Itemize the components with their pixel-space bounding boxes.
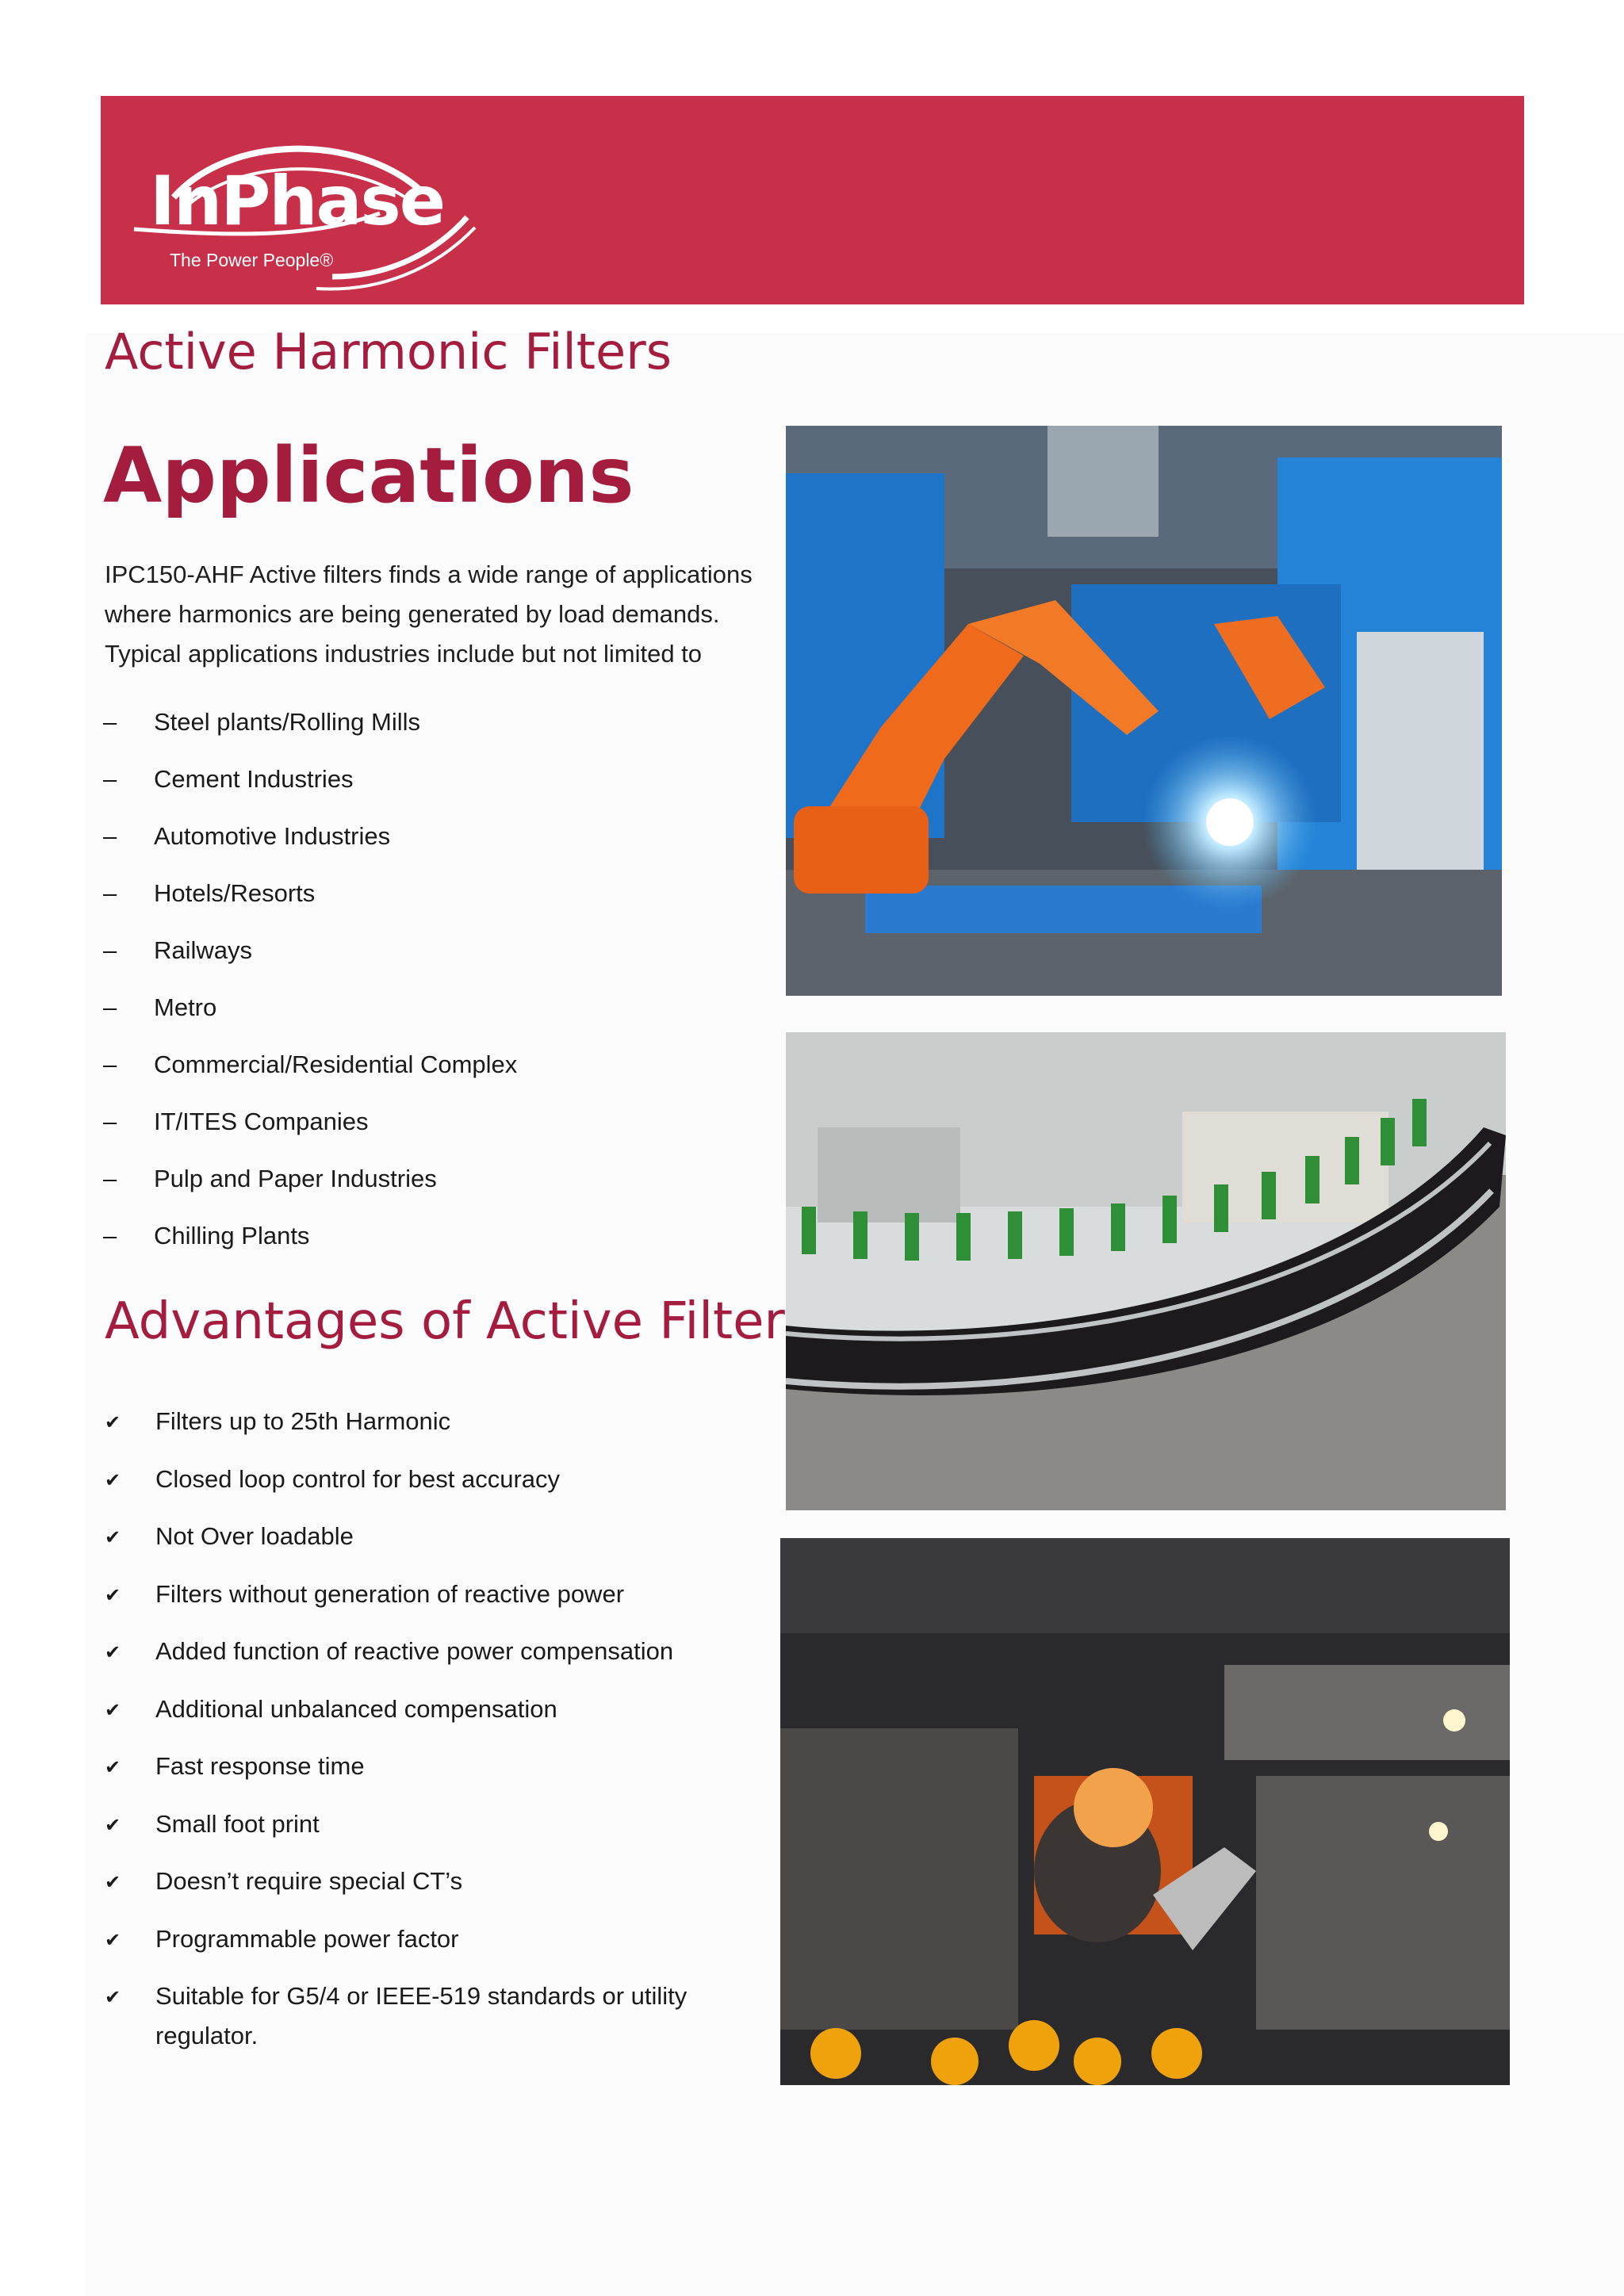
check-icon: ✔	[105, 1757, 121, 1778]
list-item	[105, 1517, 787, 1558]
application-label: Cement Industries	[154, 765, 354, 793]
check-icon: ✔	[105, 1699, 121, 1721]
advantage-label: Additional unbalanced compensation	[155, 1694, 557, 1723]
application-label: Steel plants/Rolling Mills	[154, 708, 420, 736]
advantages-heading: Advantages of Active Filter	[105, 1292, 785, 1351]
applications-intro: IPC150-AHF Active filters finds a wide range of applications where harmonics are being generated by load demands. Typical applications industries include but not limited to	[105, 561, 753, 668]
application-label: Metro	[154, 993, 217, 1021]
advantage-label: Closed loop control for best accuracy	[155, 1464, 561, 1493]
check-icon: ✔	[105, 1814, 121, 1836]
list-item	[105, 1575, 787, 1616]
dash-bullet: –	[103, 708, 117, 736]
advantage-label: Programmable power factor	[155, 1924, 459, 1953]
list-item	[103, 1102, 753, 1159]
check-icon: ✔	[105, 1412, 121, 1433]
advantage-label: Fast response time	[155, 1752, 365, 1780]
list-item	[105, 1402, 787, 1443]
list-item	[103, 817, 753, 874]
logo-wordmark: InPhase	[150, 162, 445, 241]
applications-heading: Applications	[103, 431, 634, 520]
logo-tagline: The Power People®	[170, 250, 334, 270]
steel-mill-photo	[780, 1538, 1510, 2085]
robotic-welding-photo	[786, 426, 1502, 996]
application-label: Commercial/Residential Complex	[154, 1050, 518, 1078]
list-item	[103, 1045, 753, 1102]
application-label: Pulp and Paper Industries	[154, 1165, 437, 1192]
advantage-label: Doesn’t require special CT’s	[155, 1867, 463, 1895]
bottling-line-photo	[786, 1032, 1506, 1510]
list-item	[105, 1862, 787, 1903]
dash-bullet: –	[103, 1050, 117, 1078]
list-item	[105, 1804, 787, 1846]
application-label: Chilling Plants	[154, 1222, 310, 1249]
application-label: Hotels/Resorts	[154, 879, 316, 907]
dash-bullet: –	[103, 1108, 117, 1135]
list-item	[103, 702, 753, 760]
dash-bullet: –	[103, 936, 117, 964]
advantage-label: Not Over loadable	[155, 1522, 354, 1550]
advantage-label: Added function of reactive power compensation	[155, 1637, 674, 1665]
application-label: Automotive Industries	[154, 822, 391, 850]
check-icon: ✔	[105, 1642, 121, 1663]
application-label: IT/ITES Companies	[154, 1108, 369, 1135]
check-icon: ✔	[105, 1584, 121, 1606]
check-icon: ✔	[105, 1527, 121, 1548]
application-label: Railways	[154, 936, 253, 964]
advantage-label: Filters up to 25th Harmonic	[155, 1407, 451, 1435]
list-item	[103, 1159, 753, 1216]
list-item	[105, 1976, 787, 2056]
list-item	[103, 931, 753, 988]
advantages-list	[105, 1402, 787, 2072]
dash-bullet: –	[103, 993, 117, 1021]
advantage-label: Filters without generation of reactive power	[155, 1579, 625, 1608]
list-item	[105, 1460, 787, 1501]
dash-bullet: –	[103, 765, 117, 793]
list-item	[105, 1689, 787, 1731]
product-title: Active Harmonic Filters	[105, 323, 672, 381]
check-icon: ✔	[105, 1929, 121, 1951]
check-icon: ✔	[105, 1469, 121, 1491]
advantage-label: Suitable for G5/4 or IEEE-519 standards or utility regulator.	[155, 1982, 688, 2049]
check-icon: ✔	[105, 1987, 121, 2008]
check-icon: ✔	[105, 1872, 121, 1893]
applications-list	[103, 702, 753, 1273]
list-item	[103, 1216, 753, 1273]
dash-bullet: –	[103, 822, 117, 850]
list-item	[105, 1632, 787, 1673]
inphase-logo	[118, 142, 483, 300]
dash-bullet: –	[103, 1165, 117, 1192]
list-item	[103, 874, 753, 931]
advantage-label: Small foot print	[155, 1809, 320, 1838]
dash-bullet: –	[103, 879, 117, 907]
dash-bullet: –	[103, 1222, 117, 1249]
header-banner	[101, 96, 1524, 304]
list-item	[105, 1919, 787, 1961]
list-item	[105, 1747, 787, 1788]
list-item	[103, 760, 753, 817]
list-item	[103, 988, 753, 1045]
